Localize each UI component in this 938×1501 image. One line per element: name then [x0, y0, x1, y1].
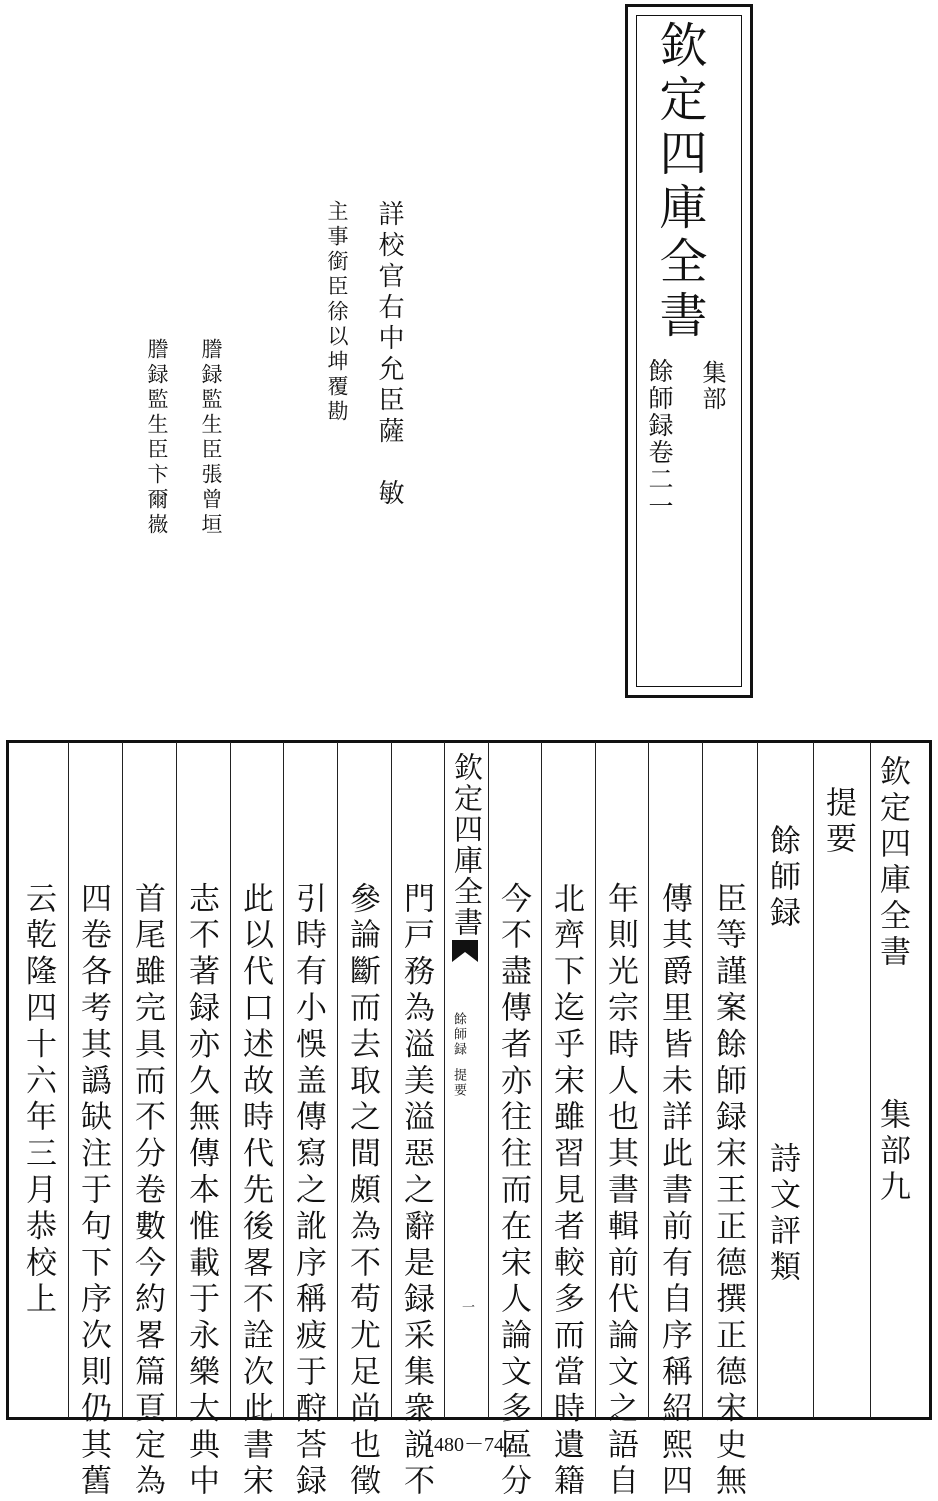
column-rule [595, 742, 596, 1418]
text-column: 參論斷而去取之間頗為不苟尤足尚也徵 [344, 882, 380, 1501]
column-rule [870, 742, 871, 1418]
column-rule [68, 742, 69, 1418]
book-title: 餘師録 [764, 824, 800, 932]
strip-title: 欽定四庫全書 [450, 752, 484, 938]
cover-section: 集部 [698, 360, 726, 412]
fish-tail-mark-icon [452, 940, 478, 962]
column-rule [283, 742, 284, 1418]
folio-number: 1480－747 [424, 1434, 514, 1456]
column-rule [122, 742, 123, 1418]
page-header: 欽定四庫全書 [874, 755, 910, 971]
text-column: 年則光宗時人也其書輯前代論文之語自 [602, 882, 638, 1501]
column-rule [648, 742, 649, 1418]
strip-book-title: 餘師録 [451, 1012, 466, 1057]
text-column: 臣等謹案餘師録宋王正德撰正德宋史無 [710, 882, 746, 1501]
text-column: 北齊下迄乎宋雖習見者較多而當時遺籍 [548, 882, 584, 1501]
column-rule [176, 742, 177, 1418]
category-label: 詩文評類 [764, 1142, 800, 1286]
cover-volume: 餘師録卷二一 [645, 358, 674, 520]
text-column: 四卷各考其譌缺注于句下序次則仍其舊 [75, 882, 111, 1501]
column-rule [488, 742, 489, 1418]
strip-tiyao: 提要 [451, 1068, 466, 1098]
column-rule [813, 742, 814, 1418]
column-rule [757, 742, 758, 1418]
text-column: 云乾隆四十六年三月恭校上 [20, 882, 56, 1319]
text-column: 傳其爵里皆未詳此書前有自序稱紹熙四 [656, 882, 692, 1501]
column-rule [391, 742, 392, 1418]
credit-line: 謄録監生臣卞爾嶶 [145, 338, 169, 538]
tiyao-label: 提要 [820, 786, 856, 858]
credit-line: 謄録監生臣張曾垣 [199, 338, 223, 538]
section-label: 集部九 [874, 1098, 910, 1206]
strip-page-number: 一 [459, 1300, 474, 1313]
text-column: 首尾雖完具而不分卷數今約畧篇頁定為 [129, 882, 165, 1501]
text-column: 門戸務為溢美溢惡之辭是録采集衆説不 [398, 882, 434, 1501]
cover-title: 欽定四庫全書 [651, 20, 707, 344]
column-rule [230, 742, 231, 1418]
text-column: 今不盡傳者亦往往而在宋人論文多區分 [495, 882, 531, 1501]
text-column: 引時有小悞盖傳寫之訛序稱疲于酧荅録 [290, 882, 326, 1501]
column-rule [702, 742, 703, 1418]
text-column: 志不著録亦久無傳本惟載于永樂大典中 [183, 882, 219, 1501]
text-column: 此以代口述故時代先後畧不詮次此書宋 [237, 882, 273, 1501]
credit-line: 詳校官右中允臣薩 敏 [374, 200, 404, 510]
credit-line: 主事銜臣徐以坤覆勘 [325, 200, 349, 425]
column-rule [337, 742, 338, 1418]
column-rule [541, 742, 542, 1418]
